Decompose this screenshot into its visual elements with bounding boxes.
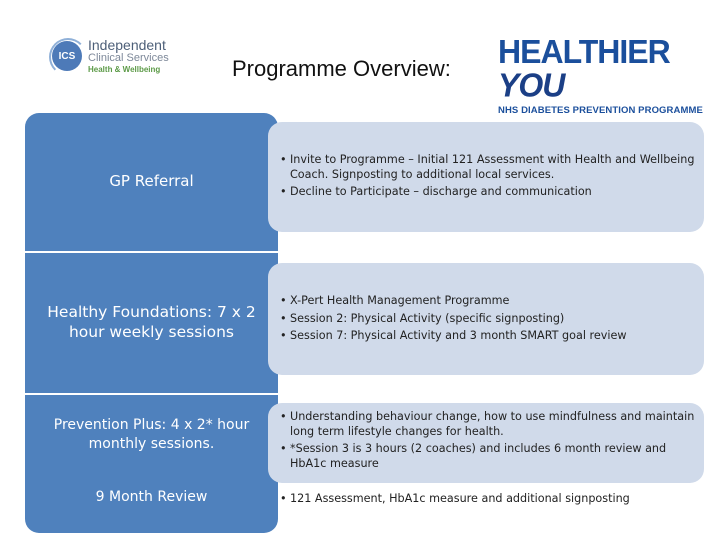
stage-detail-box-prevention-plus	[268, 403, 704, 483]
stage-label-gp-referral	[25, 113, 278, 249]
stage-label-text: GP Referral	[109, 172, 194, 190]
bullet-item: • Invite to Programme – Initial 121 Assessment with Health and Wellbeing Coach. Signposting to additional local services.	[280, 152, 696, 182]
stage-label-prevention-plus	[25, 395, 278, 471]
bullet-item: • *Session 3 is 3 hours (2 coaches) and includes 6 month review and HbA1c measure	[280, 441, 696, 471]
ics-logo-line3: Health & Wellbeing	[88, 65, 161, 74]
bullet-item: • Decline to Participate – discharge and communication	[280, 184, 696, 199]
ics-badge-icon	[52, 41, 82, 71]
stage-detail-box-healthy-foundations	[268, 263, 704, 375]
page-title: Programme Overview:	[232, 56, 451, 81]
stage-label-healthy-foundations	[25, 253, 278, 391]
bullet-item: • Session 2: Physical Activity (specific signposting)	[280, 310, 696, 328]
stages-column	[25, 113, 278, 533]
ics-logo	[52, 38, 169, 74]
stage-bullets	[280, 409, 696, 471]
ics-logo-line1: Independent	[88, 37, 166, 53]
bullet-item: • Session 7: Physical Activity and 3 month SMART goal review	[280, 327, 696, 345]
healthier-you-subtitle: NHS DIABETES PREVENTION PROGRAMME	[498, 105, 703, 116]
ics-badge-text: ICS	[58, 50, 76, 62]
ics-logo-line2: Clinical Services	[88, 52, 169, 64]
stage-bullets	[280, 152, 696, 199]
healthier-you-logo	[498, 32, 720, 116]
healthier-word: HEALTHIER	[498, 32, 670, 71]
stage-label-text: 9 Month Review	[95, 489, 208, 505]
bullet-item: • 121 Assessment, HbA1c measure and additional signposting	[280, 491, 696, 506]
stage-bullets	[280, 491, 696, 506]
bullet-item: • X-Pert Health Management Programme	[280, 292, 696, 310]
ics-logo-text	[88, 38, 169, 74]
stage-bullets	[280, 292, 696, 345]
stage-detail-box-9-month-review	[268, 483, 704, 521]
healthier-you-wordmark	[498, 32, 720, 104]
bullet-item: • Understanding behaviour change, how to use mindfulness and maintain long term lifestyle changes for health.	[280, 409, 696, 439]
stage-label-text: Prevention Plus: 4 x 2* hour monthly sessions.	[53, 417, 250, 452]
stage-detail-box-gp-referral	[268, 122, 704, 232]
stage-label-text: Healthy Foundations: 7 x 2 hour weekly sessions	[47, 303, 256, 341]
you-word: YOU	[498, 65, 565, 104]
stage-label-9-month-review	[25, 477, 278, 517]
